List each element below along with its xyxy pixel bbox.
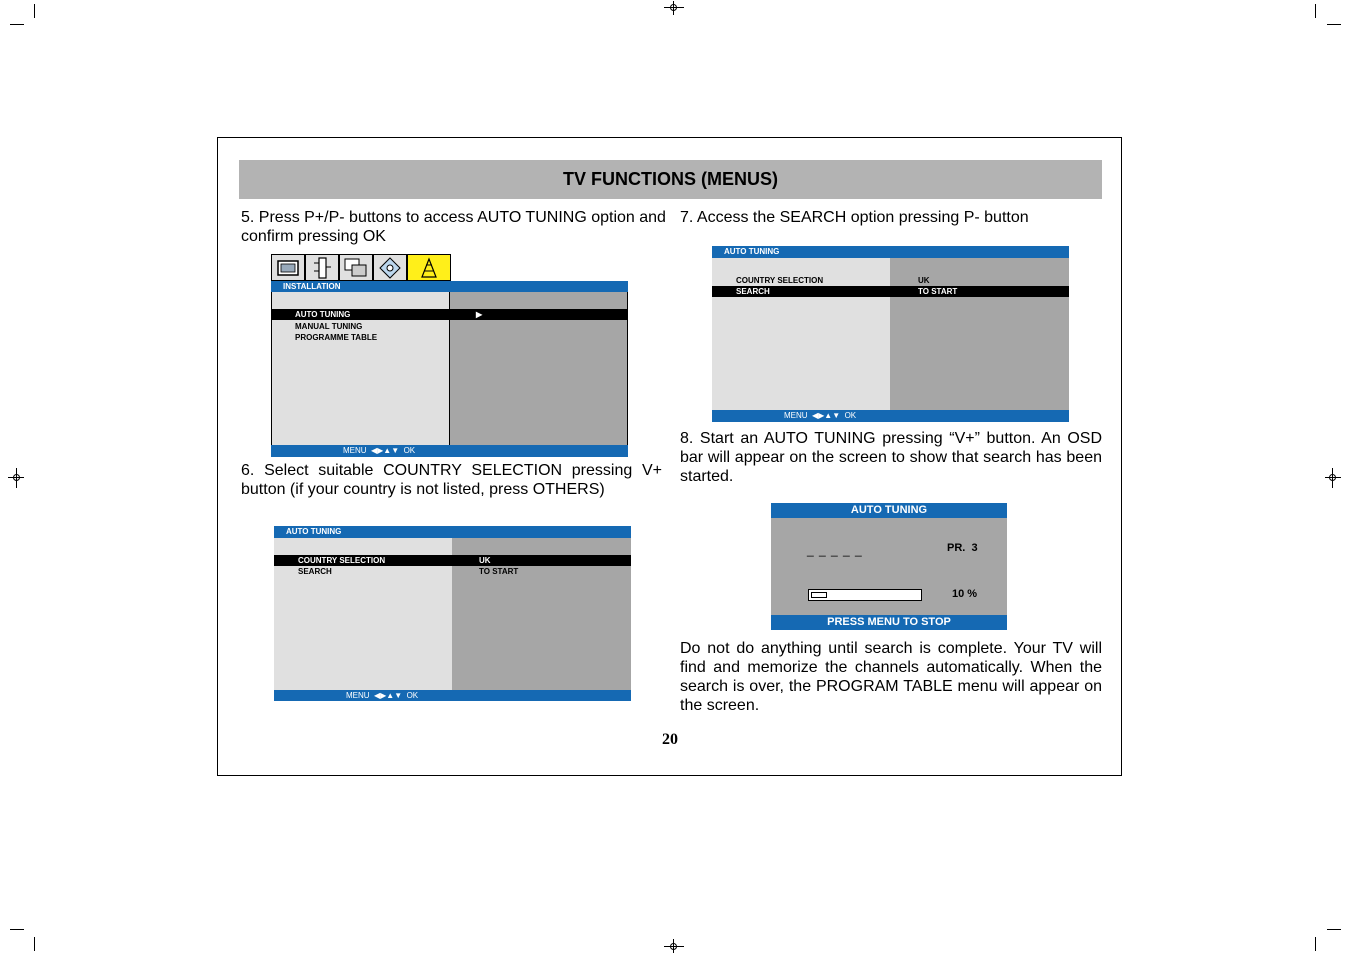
step-8-text: 8. Start an AUTO TUNING pressing “V+” button. An OSD bar will appear on the screen to show that search has been started.: [680, 430, 1102, 485]
installation-icon[interactable]: [407, 254, 451, 281]
remote-control-icon[interactable]: [305, 254, 339, 281]
progress-header: AUTO TUNING: [771, 503, 1007, 518]
menu-footer-hint: MENU ◀▶▲▼ OK: [271, 445, 628, 457]
menu-item-auto-tuning[interactable]: AUTO TUNING ▶: [271, 309, 628, 320]
step-7-text: 7. Access the SEARCH option pressing P- button: [680, 209, 1029, 226]
progress-bar: [808, 589, 922, 601]
auto-tuning-menu-step6: [274, 526, 631, 701]
submenu-arrow-icon: ▶: [476, 310, 483, 319]
registration-mark-left: [8, 468, 24, 488]
completion-note: Do not do anything until search is complete. Your TV will find and memorize the channels automatically. When the search is over, the PROGRAM TABLE menu will appear on the screen.: [680, 640, 1102, 714]
progress-footer: PRESS MENU TO STOP: [771, 615, 1007, 630]
screens-icon[interactable]: [339, 254, 373, 281]
step-5-text: 5. Press P+/P- buttons to access AUTO TUNING option and confirm pressing OK: [241, 209, 666, 245]
menu-footer-hint: MENU ◀▶▲▼ OK: [712, 410, 890, 422]
auto-tuning-menu-step7: [712, 246, 1069, 422]
menu-item-manual-tuning[interactable]: MANUAL TUNING: [295, 322, 363, 331]
progress-dashes: _ _ _ _ _: [807, 543, 863, 557]
progress-bar-fill: [811, 592, 827, 598]
page-number: 20: [662, 731, 678, 748]
menu-header: INSTALLATION: [271, 281, 628, 292]
diamond-setup-icon[interactable]: [373, 254, 407, 281]
tv-picture-icon[interactable]: [271, 254, 305, 281]
menu-item-programme-table[interactable]: PROGRAMME TABLE: [295, 333, 378, 342]
progress-percent: 10 %: [952, 588, 978, 600]
registration-mark-right: [1325, 468, 1341, 488]
installation-menu: [271, 254, 628, 457]
step-6-text: 6. Select suitable COUNTRY SELECTION pressing V+ button (if your country is not listed, press OTHERS): [241, 462, 662, 498]
row-country-selection[interactable]: COUNTRY SELECTION UK: [736, 276, 930, 285]
programme-number: PR. 3: [947, 542, 978, 554]
row-country-selection[interactable]: COUNTRY SELECTION UK: [274, 555, 631, 566]
menu-header: AUTO TUNING: [274, 526, 452, 538]
menu-icon-bar: [271, 254, 451, 281]
section-title: TV FUNCTIONS (MENUS): [239, 160, 1102, 199]
menu-footer-hint: MENU ◀▶▲▼ OK: [274, 690, 631, 701]
auto-tuning-progress-osd: [771, 503, 1007, 630]
row-search[interactable]: SEARCH TO START: [712, 286, 1069, 297]
registration-mark-bottom: [664, 939, 684, 953]
row-search[interactable]: SEARCH TO START: [298, 567, 519, 576]
menu-header: AUTO TUNING: [712, 246, 1069, 258]
registration-mark-top: [664, 1, 684, 15]
